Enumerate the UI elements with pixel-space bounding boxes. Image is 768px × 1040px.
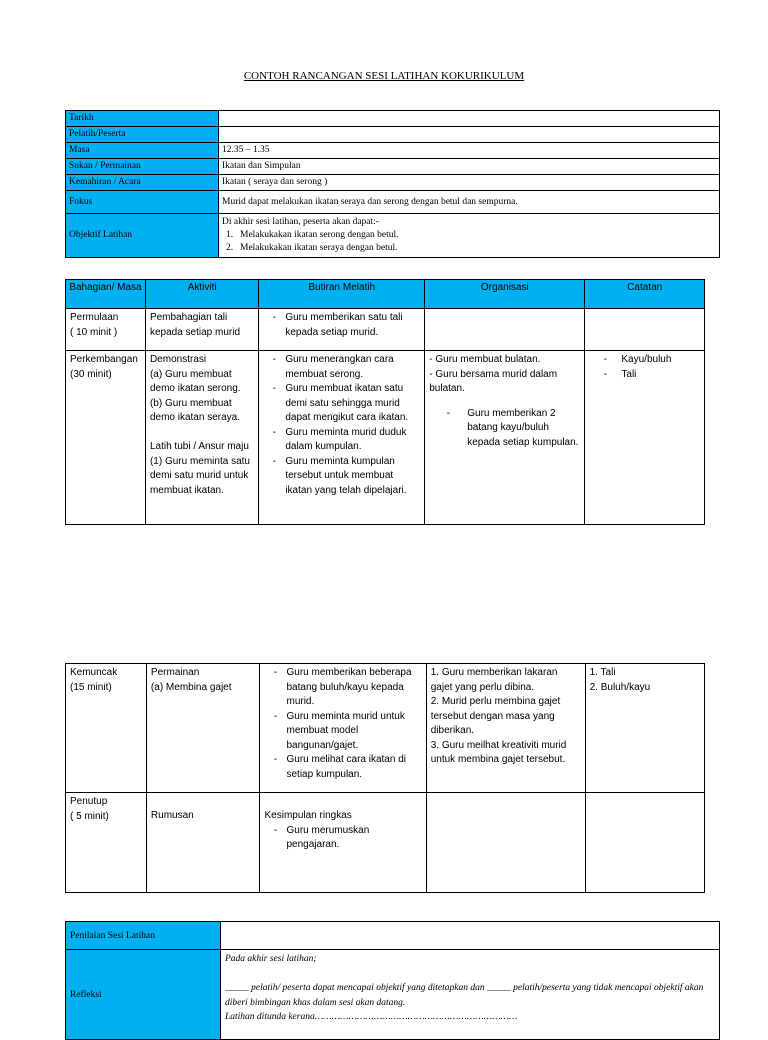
cell-aktiviti <box>145 351 258 525</box>
header-row <box>66 280 705 309</box>
info-row-objektif <box>66 214 720 258</box>
dash-marker: - <box>272 354 276 365</box>
dash-marker: - <box>272 455 276 467</box>
cell-line: 1. Tali <box>589 667 616 678</box>
list-item <box>589 368 700 383</box>
dash-marker: - <box>272 383 276 394</box>
info-label: Tarikh <box>66 111 219 127</box>
dash-marker: - <box>273 754 278 765</box>
list-text: Guru melihat cara ikatan di setiap kumpulan. <box>286 754 406 780</box>
dash-marker: - <box>446 407 450 419</box>
col-header-aktiviti: Aktiviti <box>145 280 258 309</box>
list-text: Guru meminta murid untuk membuat model bangunan/gajet. <box>286 710 405 751</box>
cell-line: _____ pelatih/ peserta dapat mencapai objektif yang ditetapkan dan _____ pelatih/peserta yang tidak mencapai objektif akan diberi bimbingan khas dalam sesi akan datang. <box>225 983 704 1008</box>
cell-line: 2. Murid perlu membina gajet tersebut dengan masa yang diberikan. <box>430 696 561 736</box>
dash-marker: - <box>603 368 608 380</box>
info-row-kemahiran <box>66 175 720 191</box>
list-item <box>264 666 421 710</box>
list-text: Guru memberikan satu tali kepada setiap murid. <box>285 312 403 338</box>
list-item <box>263 455 420 499</box>
cell-butiran <box>259 351 425 525</box>
cell-line: - Guru membuat bulatan. <box>429 354 541 365</box>
cell-line: 3. Guru meilhat kreativiti murid untuk membina gajet tersebut. <box>430 739 567 765</box>
dash-marker: - <box>603 354 608 365</box>
cell-catatan <box>585 351 705 525</box>
cell-line: Kemuncak <box>70 667 118 678</box>
info-value <box>219 111 720 127</box>
cell-line: 1. Guru memberikan lakaran gajet yang perlu dibina. <box>430 667 558 693</box>
list-text: Guru merumuskan pengajaran. <box>286 824 370 850</box>
cell-line: (b) Guru membuat demo ikatan seraya. <box>149 397 241 423</box>
cell-line: 2. Buluh/kayu <box>589 681 651 693</box>
cell-butiran <box>260 793 426 893</box>
list-item <box>263 382 420 426</box>
list-text: Guru memberikan beberapa batang buluh/kayu kepada murid. <box>286 667 412 707</box>
info-value <box>219 127 720 143</box>
cell-aktiviti <box>146 793 260 893</box>
cell-line: Rumusan <box>150 810 194 821</box>
list-item <box>222 242 716 255</box>
list-text: Kayu/buluh <box>621 354 672 365</box>
cell-aktiviti: Pembahagian tali kepada setiap murid <box>145 309 258 351</box>
cell-line: (15 minit) <box>70 681 112 693</box>
list-text: Guru membuat ikatan satu demi satu sehingga murid dapat mengikut cara ikatan. <box>285 383 409 423</box>
info-value <box>219 214 720 258</box>
activity-table-continued <box>65 663 705 893</box>
info-label: Refleksi <box>66 950 221 1040</box>
info-label: Pelatih/Peserta <box>66 127 219 143</box>
info-row-sukan <box>66 159 720 175</box>
table-row <box>66 351 705 525</box>
activity-table <box>65 279 705 525</box>
reflection-text <box>221 950 720 1040</box>
table-row <box>66 793 705 893</box>
cell-line: Permulaan <box>70 312 119 323</box>
cell-line: Permainan <box>150 667 200 678</box>
list-item <box>264 710 421 754</box>
cell-line: Pada akhir sesi latihan; <box>225 954 317 964</box>
info-label: Penilaian Sesi Latihan <box>66 922 221 950</box>
cell-aktiviti <box>146 664 260 793</box>
list-text: Guru meminta murid duduk dalam kumpulan. <box>285 426 407 452</box>
list-item <box>222 229 716 242</box>
info-row-pelatih <box>66 127 720 143</box>
list-item <box>264 753 421 782</box>
info-value: 12.35 – 1.35 <box>219 143 720 159</box>
cell-butiran <box>259 309 425 351</box>
cell-butiran <box>260 664 426 793</box>
table-row <box>66 309 705 351</box>
list-number: 1. <box>226 230 234 240</box>
info-value: Murid dapat melakukan ikatan seraya dan serong dengan betul dan sempurna. <box>219 191 720 214</box>
cell-organisasi <box>425 309 585 351</box>
list-item <box>589 353 700 368</box>
info-label: Masa <box>66 143 219 159</box>
cell-organisasi <box>425 351 585 525</box>
col-header-butiran: Butiran Melatih <box>259 280 425 309</box>
cell-line: Latih tubi / Ansur maju <box>149 441 249 452</box>
info-label: Objektif Latihan <box>66 214 219 258</box>
cell-line: - Guru bersama murid dalam bulatan. <box>429 368 558 394</box>
list-item <box>429 407 580 451</box>
info-value <box>221 922 720 950</box>
dash-marker: - <box>273 667 278 678</box>
cell-bahagian <box>66 793 147 893</box>
info-value: Ikatan dan Simpulan <box>219 159 720 175</box>
cell-organisasi <box>426 664 585 793</box>
cell-line: ( 10 minit ) <box>70 326 118 338</box>
cell-line: Perkembangan <box>70 354 138 365</box>
session-info-table <box>65 110 720 258</box>
spacer <box>429 397 580 407</box>
list-item <box>263 311 420 340</box>
col-header-bahagian: Bahagian/ Masa <box>66 280 146 309</box>
info-row-fokus <box>66 191 720 214</box>
info-value: Ikatan ( seraya dan serong ) <box>219 175 720 191</box>
cell-bahagian <box>66 309 146 351</box>
info-label: Kemahiran / Acara <box>66 175 219 191</box>
spacer <box>225 967 715 982</box>
dash-marker: - <box>272 426 276 438</box>
cell-catatan <box>585 309 705 351</box>
list-text: Guru meminta kumpulan tersebut untuk membuat ikatan yang telah dipelajari. <box>285 455 407 496</box>
cell-organisasi <box>426 793 585 893</box>
dash-marker: - <box>273 824 278 836</box>
info-row-masa <box>66 143 720 159</box>
evaluation-table <box>65 921 720 1040</box>
table-row <box>66 664 705 793</box>
page-title: CONTOH RANCANGAN SESI LATIHAN KOKURIKULUM <box>243 70 525 82</box>
dash-marker: - <box>273 710 278 722</box>
list-item <box>263 353 420 382</box>
cell-bahagian <box>66 351 146 525</box>
col-header-catatan: Catatan <box>585 280 705 309</box>
list-item <box>264 824 421 853</box>
table-row <box>66 922 720 950</box>
objective-list <box>222 229 716 255</box>
list-item <box>263 426 420 455</box>
col-header-organisasi: Organisasi <box>425 280 585 309</box>
info-row-tarikh <box>66 111 720 127</box>
cell-catatan <box>585 793 704 893</box>
cell-line: (a) Guru membuat demo ikatan serong. <box>149 368 241 394</box>
cell-line: Penutup <box>70 796 108 807</box>
cell-line: Kesimpulan ringkas <box>264 810 352 821</box>
list-text: Melakukakan ikatan seraya dengan betul. <box>240 243 398 253</box>
cell-catatan <box>585 664 704 793</box>
dash-marker: - <box>272 312 276 323</box>
cell-line: (a) Membina gajet <box>150 681 232 693</box>
cell-line: (1) Guru meminta satu demi satu murid untuk membuat ikatan. <box>149 455 250 496</box>
list-number: 2. <box>226 243 234 253</box>
cell-line <box>150 426 254 441</box>
info-label: Sukan / Permainan <box>66 159 219 175</box>
list-text: Guru memberikan 2 batang kayu/buluh kepada setiap kumpulan. <box>467 407 579 448</box>
list-text: Melakukakan ikatan serong dengan betul. <box>240 230 399 240</box>
info-label: Fokus <box>66 191 219 214</box>
cell-line: Latihan ditunda kerana……………………………………………………………… <box>225 1012 518 1022</box>
cell-line: Demonstrasi <box>149 354 207 365</box>
list-text: Tali <box>621 368 637 380</box>
cell-bahagian <box>66 664 147 793</box>
cell-line: (30 minit) <box>70 368 112 380</box>
cell-line: ( 5 minit) <box>70 810 109 822</box>
table-row <box>66 950 720 1040</box>
objective-intro: Di akhir sesi latihan, peserta akan dapat:- <box>222 217 379 227</box>
list-text: Guru menerangkan cara membuat serong. <box>285 354 394 380</box>
